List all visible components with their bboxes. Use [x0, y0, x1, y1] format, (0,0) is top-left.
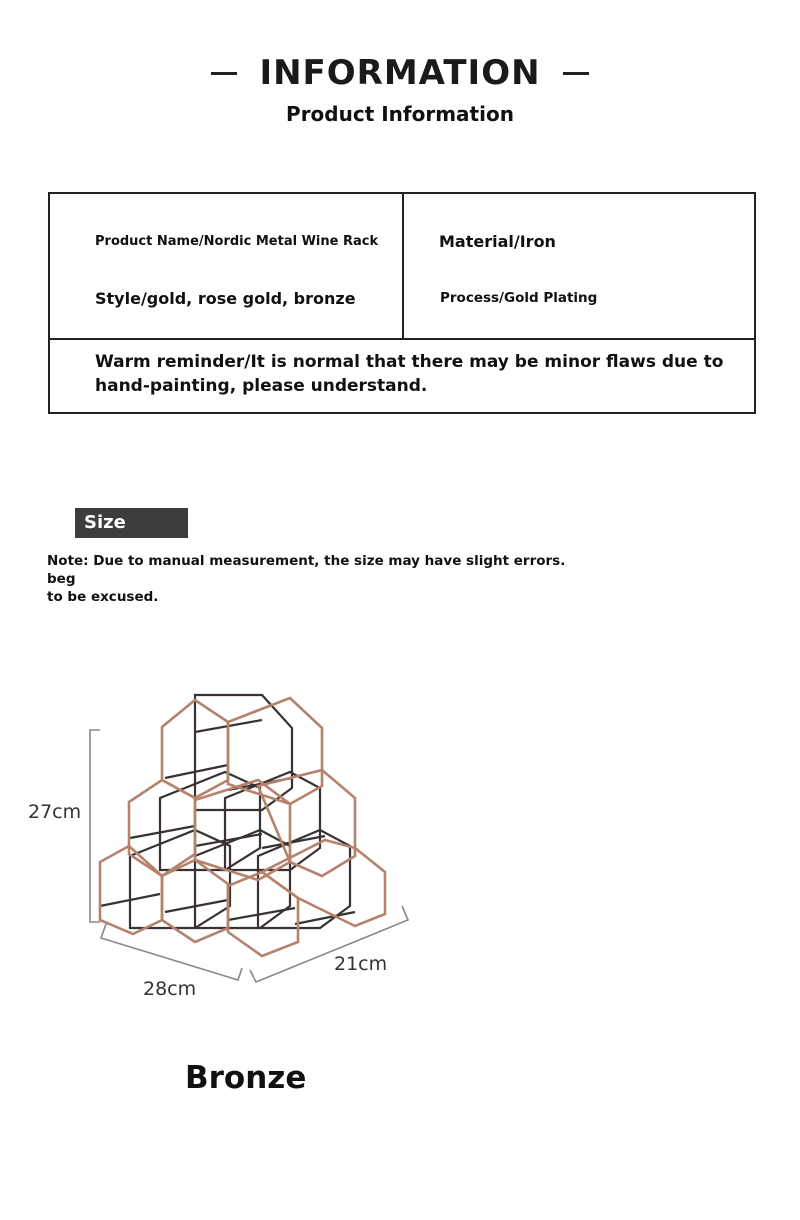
rack-inner-wire-0 — [195, 695, 292, 810]
rack-hexagon-cell-4 — [258, 770, 355, 876]
rack-inner-wire-7 — [165, 765, 228, 778]
reminder-line-1: Warm reminder/It is normal that there may be minor flaws due to — [95, 352, 724, 372]
info-cell-left — [49, 193, 403, 339]
rack-inner-wire-13 — [165, 900, 228, 912]
reminder-line-2: hand-painting, please understand. — [95, 376, 428, 396]
material-text: Material/Iron — [439, 232, 556, 251]
wine-rack-image — [0, 680, 800, 1020]
rack-hexagon-cell-1 — [228, 698, 322, 804]
rack-inner-wire-14 — [228, 908, 295, 920]
note-line-1: Note: Due to manual measurement, the size may have slight errors. beg — [47, 553, 566, 587]
header-title-row — [0, 48, 800, 98]
section-subtitle: Product Information — [286, 102, 514, 126]
color-variant-label: Bronze — [185, 1060, 307, 1096]
size-section-tag: Size — [75, 508, 188, 538]
right-dash-decoration — [563, 72, 589, 75]
rack-inner-wire-9 — [130, 826, 195, 838]
reminder-cell — [49, 339, 755, 413]
measurement-note — [47, 552, 587, 606]
width-dimension-label: 28cm — [143, 978, 197, 1000]
rack-inner-wire-3 — [130, 830, 230, 928]
style-text: Style/gold, rose gold, bronze — [95, 289, 356, 308]
depth-dimension-label: 21cm — [334, 953, 388, 975]
left-dash-decoration — [211, 72, 237, 75]
height-dimension-label: 27cm — [28, 801, 82, 823]
product-name-text: Product Name/Nordic Metal Wine Rack — [95, 234, 379, 249]
product-info-table — [48, 192, 756, 414]
page-title: INFORMATION — [259, 53, 541, 93]
info-cell-right — [403, 193, 755, 339]
process-text: Process/Gold Plating — [440, 290, 598, 306]
note-line-2: to be excused. — [47, 589, 159, 605]
